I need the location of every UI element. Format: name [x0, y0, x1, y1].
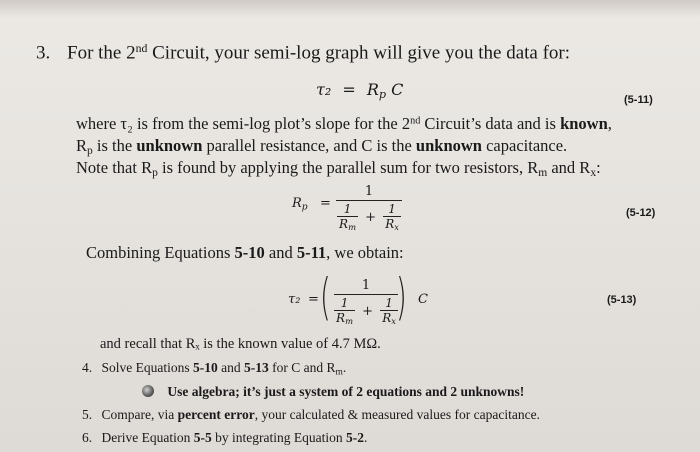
- item-5: 5. Compare, via percent error, your calculated & measured values for capacitance.: [82, 407, 540, 422]
- eq3-left-paren: (: [320, 268, 331, 326]
- item-3-line1-sup: nd: [135, 42, 148, 55]
- eq3-lhs: τ₂: [288, 292, 301, 307]
- eq3-right-paren: ): [396, 268, 407, 326]
- eq2-numerator: 1: [364, 184, 374, 199]
- item-4: 4. Solve Equations 5-10 and 5-13 for C and $R_m$.: [82, 360, 347, 378]
- eq2-frac-1: $\frac{1}{R_m}$: [339, 202, 357, 233]
- eq2-number: (5-12): [626, 207, 656, 219]
- eq3-plus: +: [362, 303, 374, 319]
- item-6: 6. Derive Equation 5-5 by integrating Equation 5-2.: [82, 430, 368, 445]
- eq1-number: (5-11): [624, 94, 653, 106]
- eq3-equals: =: [308, 292, 319, 307]
- bullet-icon: [142, 385, 154, 397]
- page-shadow: [0, 0, 700, 18]
- eq3-fraction: [334, 278, 398, 326]
- eq3-frac-2: $\frac{1}{R_x}$: [382, 296, 396, 327]
- paragraph-line-2: $R_p$ is the unknown parallel resistance, and C is the unknown capacitance.: [76, 136, 568, 157]
- eq2-plus: +: [365, 209, 377, 225]
- eq3-frac-1: $\frac{1}{R_m}$: [336, 296, 354, 327]
- eq3-rhs: C: [418, 292, 428, 307]
- eq1-equals: =: [342, 80, 356, 99]
- equation-5-11: [316, 80, 403, 101]
- eq2-frac-2: $\frac{1}{R_x}$: [385, 202, 399, 233]
- item-3-line1-b: Circuit, your semi-log graph will give you the data for:: [147, 42, 571, 64]
- eq1-lhs: τ₂: [316, 80, 332, 99]
- recall-line: and recall that Rₓ is the known value of 4.7 MΩ.: [100, 336, 381, 352]
- eq3-numerator: 1: [361, 278, 371, 293]
- item-4-number: 4.: [82, 360, 93, 375]
- eq3-number: (5-13): [607, 294, 637, 306]
- eq2-equals: =: [320, 196, 331, 211]
- eq2-fraction: [336, 184, 402, 232]
- item-3-number: 3.: [36, 42, 51, 64]
- paragraph-line-1: where τ₂ is from the semi-log plot’s slope for the 2nd Circuit’s data and is known,: [76, 114, 612, 133]
- item-4-bullet: [142, 384, 524, 400]
- combining-line: Combining Equations 5-10 and 5-11, we obtain:: [86, 243, 404, 262]
- eq1-rhs: $R_p$ C: [366, 80, 404, 101]
- paragraph-line-3: Note that $R_p$ is found by applying the parallel sum for two resistors, $R_m$ and $R_x$:: [76, 158, 601, 179]
- bullet-text: Use algebra; it’s just a system of 2 equations and 2 unknowns!: [167, 384, 525, 399]
- eq2-lhs: $R_p$: [292, 196, 308, 213]
- item-6-number: 6.: [82, 430, 93, 445]
- item-3-heading: [36, 42, 570, 64]
- item-3-line1-a: For the 2: [67, 42, 136, 64]
- item-5-number: 5.: [82, 407, 93, 422]
